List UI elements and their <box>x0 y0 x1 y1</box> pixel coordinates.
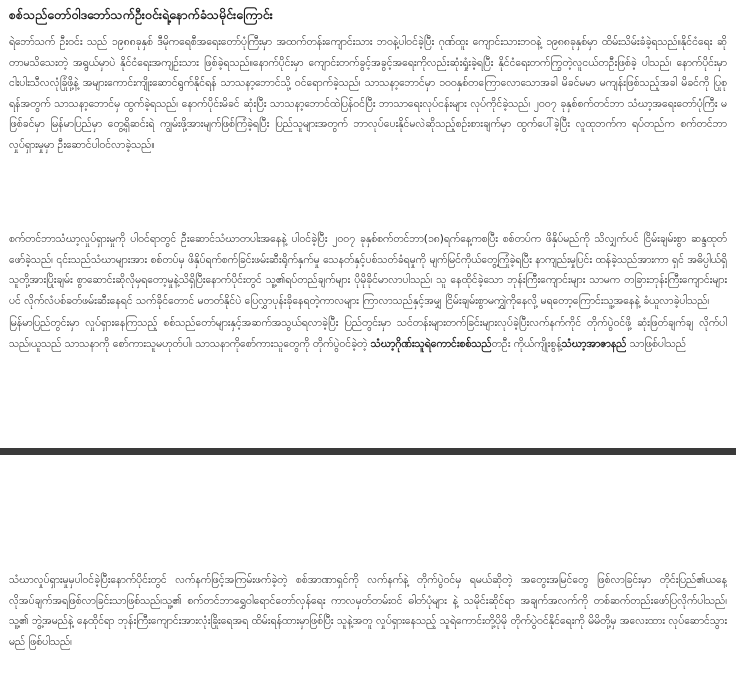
paragraph-4-text: သံဃာလှုပ်ရှားမှုမှပါဝင်ခဲ့ပြီးနောက်ပိုင်းတွင် လက်နက်ဖြင့်အကြမ်းဖက်ခဲ့တဲ့ စစ်အာဏာရှင်ကို လက်နက်နဲ့ တိုက်ပွဲဝင်မှ ရမယ်ဆိုတဲ့ အတွေးအမြင်တွေ ဖြစ်လာခြင်းမှာ တိုင်းပြည်၏ယနေ့လိုအပ်ချက်အရဖြစ်လာခြင်းသာဖြစ်သည်၊သူ့၏ စက်တင်ဘာရွှေဝါရောင်တော်လှန်ရေး ကာလမှတ်တမ်းဝင် ဓါတ်ပုံများ နဲ့ သမိုင်းဆိုင်ရာ အချက်အလက်ကို တစ်ဆက်တည်းဖော်ပြလိုက်ပါသည်၊သူ့၏ ဘွဲ့အမည်နဲ့ နေထိုင်ရာ ဘုန်းကြီးကျောင်းအားလုံးခြိုးရေအရ ထိမ်းရန်ထားမှာဖြစ်ပြီး သူနဲ့အတူ လှုပ်ရှားနေသည့် သူရဲကောင်းတို့ပိုမို တိုက်ပွဲဝင်နိုင်ရေးကို မိမိတို့မှ အလေးထား လုပ်ဆောင်သွားမည် ဖြစ်ပါသည်၊ <box>9 574 727 648</box>
article-paragraph-2 <box>9 229 727 311</box>
article-paragraph-3 <box>9 313 727 395</box>
closing-prefix: တဦး ကိုယ်ကျိုးစွန့် <box>491 337 562 350</box>
article-bottom-section <box>0 455 736 674</box>
paragraph-1-text: ရဲဘော်သက် ဦးဝင်း သည် ၁၉၈၈ခုနှစ် ဒီမိုကရေစီအရေးတော်ပုံကြီးမှာ အထက်တန်းကျောင်းသား ဘဝနဲ့ပါဝင်ခဲ့ပြီး ဂုဏ်ထူး ကျောင်းသားဘဝနဲ့ ၁၉၈၈ခုနှစ်မှာ ထိမ်းသိမ်းခံခဲ့ရသည်။နိုင်ငံရေး ဆိုတာမသိသေးတဲ့ အရွယ်မှာပဲ နိုင်ငံရေးအကျဉ်းသား ဖြစ်ခဲ့ရသည်။နောက်ပိုင်းမှာ ကျောင်းတက်ခွင့်အခွင့်အရေးကိုလည်းဆုံးရှုံးခဲ့ရပြီး နိုင်ငံရေးတက်ကြွတဲ့လူငယ်တဦးဖြစ်ခဲ့ ပါသည်၊ နောက်ပိုင်းမှာ ငါးပါးသီလလုံခြုံဖို့နဲ့ အများကောင်းကျိုးဆောင်ရွက်နိုင်ရန် သာသနာ့ဘောင်သို့ ဝင်ရောက်ခဲ့သည်၊ သာသနာ့ဘောင်မှာ ၁၀ဝနှစ်တကြောလောသောအခါ မိခင်မမာ မကျန်းဖြစ်သည့်အခါ မိခင်ကို ပြုစုရန်အတွက် သာသနာ့ဘောင်မှ ထွက်ခဲ့ရသည်၊ နောက်ပိုင်းမိခင် ဆုံးပြီး သာသနာ့ဘောင်ထဲပြန်ဝင်ပြီး ဘာသာရေးလုပ်ငန်းများ လုပ်ကိုင်ခဲ့သည်၊ ၂၀၀၇ ခုနှစ်စက်တင်ဘာ သံဃာ့အရေးတော်ပုံကြီး မဖြစ်ခင်မှာ မြန်မာပြည်မှာ တွေ့ရှိဆင်းရဲ ကျွမ်းဖို့အားမျက်ဖြစ်ကြံခဲ့ရပြီး ပြည်သူများအတွက် ဘာလုပ်ပေးနိုင်မလဲဆိုသည့်စဉ်းစားချက်မှာ ထွက်ပေါ်ခဲ့ပြီး လူထုဘက်က ရပ်တည်က စက်တင်ဘာလှုပ်ရှားမှုမှာ ဦးဆောင်ပါဝင်လာခဲ့သည်။ <box>9 36 727 151</box>
section-divider <box>0 448 736 455</box>
paragraph-3-text: မြန်မာပြည်တွင်းမှာ လှုပ်ရှားနေကြသည့် စစ်သည်တော်များနှင့်အဆက်အသွယ်ရလာခဲ့ပြီး ပြည်တွင်းမှာ သင်တန်းများတက်ခြင်းများလုပ်ခဲ့ပြီးလက်နက်ကိုင် တိုက်ပွဲဝင်ဖို့ ဆုံးဖြတ်ချက်ချ လိုက်ပါသည်၊ယူသည် သာသနာကို စော်ကားသူမဟုတ်ပါ၊ သာသနာကိုစော်ကားသူတွေကို တိုက်ပွဲဝင်ခဲ့တဲ့ <box>9 317 727 350</box>
paragraph-2-text: စက်တင်ဘာသံဃာ့လှုပ်ရှားမှုကို ပါဝင်ရာတွင် ဦးဆောင်သံဃာတပါးအနေနဲ့ ပါဝင်ခဲ့ပြီး ၂၀၀၇ ခုနှစ်စက်တင်ဘာ(၁၈)ရက်နေ့ကစပြီး စစ်တပ်က ဖိနှိပ်မည်ကို သိလျှက်ပင် ငြိမ်းချမ်းစွာ ဆန္ဒထုတ် ဖော်ခဲ့သည်၊ ၎င်းသည်သံဃာများအား စစ်တပ်မှ ဖိနှိပ်ရက်စက်ခြင်းဖမ်းဆီးရိုက်နှက်မှု သေနတ်နှင့်ပစ်သတ်ခံရမှုကို မျက်မြင်ကိုယ်တွေ့ကြုံခဲ့ရပြီး နာကျည်းမှုပြင်း ထန်ခဲ့သည်အားကာ ရှင် အဓိပ္ပါယ်ရှိသူတို့အားပြိုးချမ်း စွာဆောင်းဆိုလိုမှရတော့မှုနဲ့သိရှိပြီးနောက်ပိုင်းတွင် သူ့၏ရပ်တည်ချက်များ ပိုမိုခိုင်မာလာပါသည်၊ သူ နေထိုင်ခဲ့သော ဘုန်းကြီးကျောင်းများ သာမက တခြားဘုန်းကြီးကျောင်းများပင် လိုက်လံပစ်ခတ်ဖမ်းဆီးနေရင် သက်ခိုင်တောင် မတတ်နိုင်ပဲ ပြေလွှာပုန်းခိုနေရတဲ့ကာလများ ကြာလာသည်နှင့်အမျှ ငြိမ်းချမ်းစွာမကျွှဲကိုနေလို့ မရတော့ကြောင်းသူ့အနေနဲ့ ခံယူလာခဲ့ပါသည်၊ <box>9 233 727 307</box>
closing-suffix: သာဖြစ်ပါသည် <box>626 337 687 350</box>
article-paragraph-4 <box>9 570 727 674</box>
martyr-title-bold: သံဃာ့အာဇာနည် <box>561 337 627 350</box>
article-title: စစ်သည်တော်ဝါဒဘော်သက်ဦးဝင်းရဲ့နောက်ခံသမိုင်းကြောင်း <box>9 7 273 22</box>
hero-name-bold: သံဃာ့ဂိုဏ်းသူရဲကောင်းစစ်သည် <box>370 337 492 350</box>
article-paragraph-1 <box>9 32 727 228</box>
